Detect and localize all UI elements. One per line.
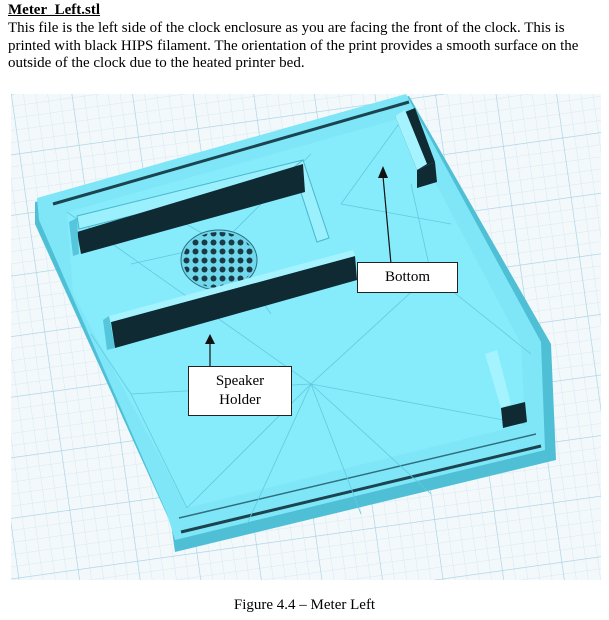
speaker-callout-line1: Speaker [215,373,265,389]
speaker-callout-line2: Holder [219,392,261,408]
figure-3d-render [11,94,601,580]
model-render-svg [11,94,601,580]
figure-caption: Figure 4.4 – Meter Left [233,597,376,613]
description-paragraph: This file is the left side of the clock enclosure as you are facing the front of the clock. This is printed with black HIPS filament. The orientation of the print provides a smooth surface on the outside of the clock due to the heated printer bed. [8,20,579,71]
bottom-callout-label: Bottom [384,269,430,285]
bottom-callout [357,262,458,293]
speaker-holder-callout [188,366,292,416]
document-heading: Meter_Left.stl [8,2,101,18]
